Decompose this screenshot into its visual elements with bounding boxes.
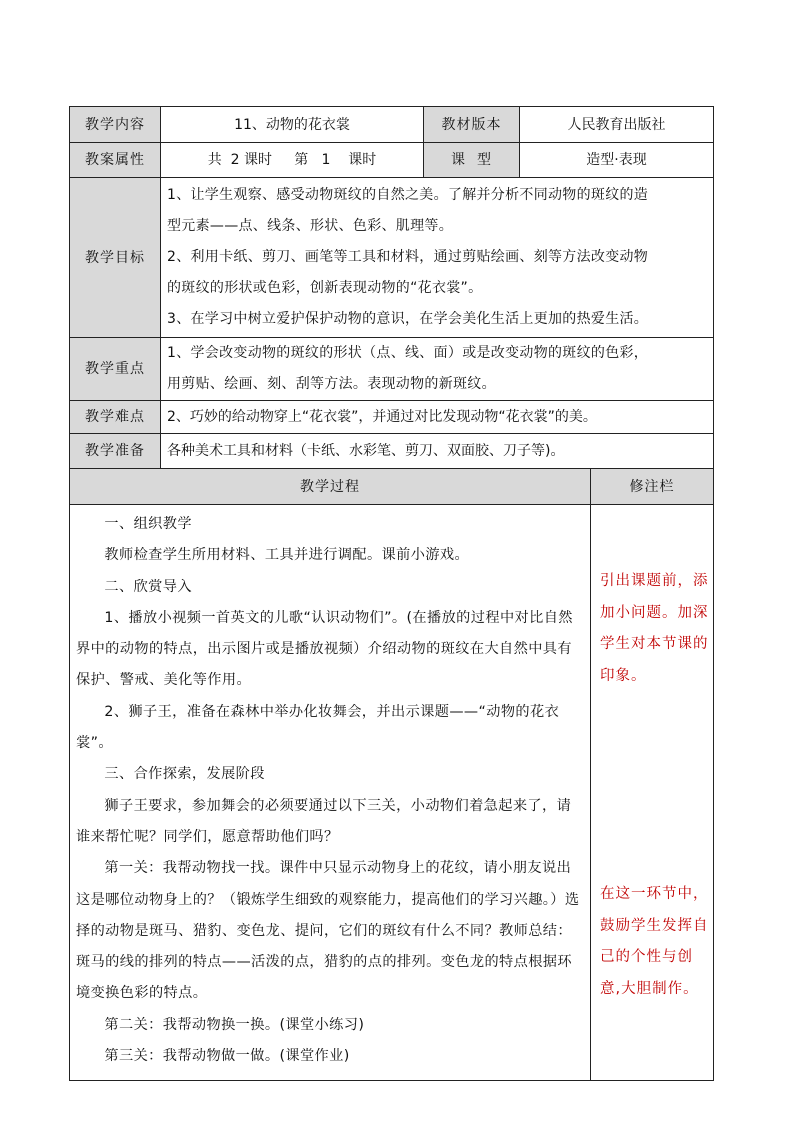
process-paragraph: 三、合作探索，发展阶段 — [104, 766, 265, 783]
row-attr — [70, 143, 714, 178]
process-paragraph: 狮子王要求，参加舞会的必须要通过以下三关，小动物们着急起来了，请谁来帮忙呢？同学们，愿意帮助他们吗？ — [76, 797, 572, 845]
row-difficulty — [70, 401, 714, 434]
revision-note: 在这一环节中，鼓励学生发挥自己的个性与创意,大胆制作。 — [600, 886, 709, 997]
content-value: 11、动物的花衣裳 — [161, 107, 424, 143]
process-body — [70, 505, 591, 1081]
goal-line: 2、利用卡纸、剪刀、画笔等工具和材料，通过剪贴绘画、刻等方法改变动物 — [167, 249, 649, 265]
goal-line: 型元素——点、线条、形状、色彩、肌理等。 — [167, 218, 453, 234]
process-paragraph: 1、播放小视频一首英文的儿歌“认识动物们”。(在播放的过程中对比自然界中的动物的特点，出示图片或是播放视频）介绍动物的斑纹在大自然中具有保护、警戒、美化等作用。 — [76, 609, 573, 689]
process-paragraph: 一、组织教学 — [104, 516, 192, 532]
type-label: 课 型 — [424, 143, 520, 178]
process-paragraph: 教师检查学生所用材料、工具并进行调配。课前小游戏。 — [104, 547, 470, 564]
key-points-label: 教学重点 — [70, 338, 161, 401]
revision-note: 引出课题前，添加小问题。加深学生对本节课的印象。 — [600, 573, 709, 684]
type-value: 造型·表现 — [520, 143, 714, 178]
goals-label: 教学目标 — [70, 178, 161, 338]
goal-line: 的斑纹的形状或色彩，创新表现动物的“花衣裳”。 — [167, 280, 483, 296]
process-paragraph: 2、狮子王，准备在森林中举办化妆舞会，并出示课题——“动物的花衣裳”。 — [76, 703, 560, 752]
goals-text — [161, 178, 714, 338]
preparation-text: 各种美术工具和材料（卡纸、水彩笔、剪刀、双面胶、刀子等)。 — [161, 434, 714, 469]
row-process-header — [70, 469, 714, 505]
process-paragraph: 第三关：我帮动物做一做。(课堂作业) — [104, 1048, 350, 1065]
key-points-text — [161, 338, 714, 401]
row-key-points — [70, 338, 714, 401]
process-header: 教学过程 — [70, 469, 591, 505]
process-paragraph: 第二关：我帮动物换一换。(课堂小练习) — [104, 1016, 365, 1033]
key-point-line: 1、学会改变动物的斑纹的形状（点、线、面）或是改变动物的斑纹的色彩， — [167, 345, 649, 361]
row-goals — [70, 178, 714, 338]
preparation-label: 教学准备 — [70, 434, 161, 469]
process-paragraph: 第一关：我帮动物找一找。课件中只显示动物身上的花纹，请小朋友说出这是哪位动物身上的？（锻炼学生细致的观察能力，提高他们的学习兴趣。）选择的动物是斑马、猎豹、变色龙、提问，它们的斑纹有什么不同？教师总结：斑马的线的排列的特点——活泼的点，猎豹的点的排列。变色龙的特点根据环境变换色彩的特点。 — [76, 860, 580, 1002]
content-label: 教学内容 — [70, 107, 161, 143]
notes-header: 修注栏 — [591, 469, 714, 505]
row-content — [70, 107, 714, 143]
edition-label: 教材版本 — [424, 107, 520, 143]
difficulty-label: 教学难点 — [70, 401, 161, 434]
row-preparation — [70, 434, 714, 469]
edition-value: 人民教育出版社 — [520, 107, 714, 143]
goal-line: 3、在学习中树立爱护保护动物的意识，在学会美化生活上更加的热爱生活。 — [167, 311, 649, 327]
attr-value: 共 2 课时 第 1 课时 — [161, 143, 424, 178]
attr-label: 教案属性 — [70, 143, 161, 178]
difficulty-text: 2、巧妙的给动物穿上“花衣裳”，并通过对比发现动物“花衣裳”的美。 — [161, 401, 714, 434]
process-paragraph: 二、欣赏导入 — [104, 578, 192, 595]
key-point-line: 用剪贴、绘画、刻、刮等方法。表现动物的新斑纹。 — [167, 376, 496, 392]
goal-line: 1、让学生观察、感受动物斑纹的自然之美。了解并分析不同动物的斑纹的造 — [167, 187, 649, 203]
